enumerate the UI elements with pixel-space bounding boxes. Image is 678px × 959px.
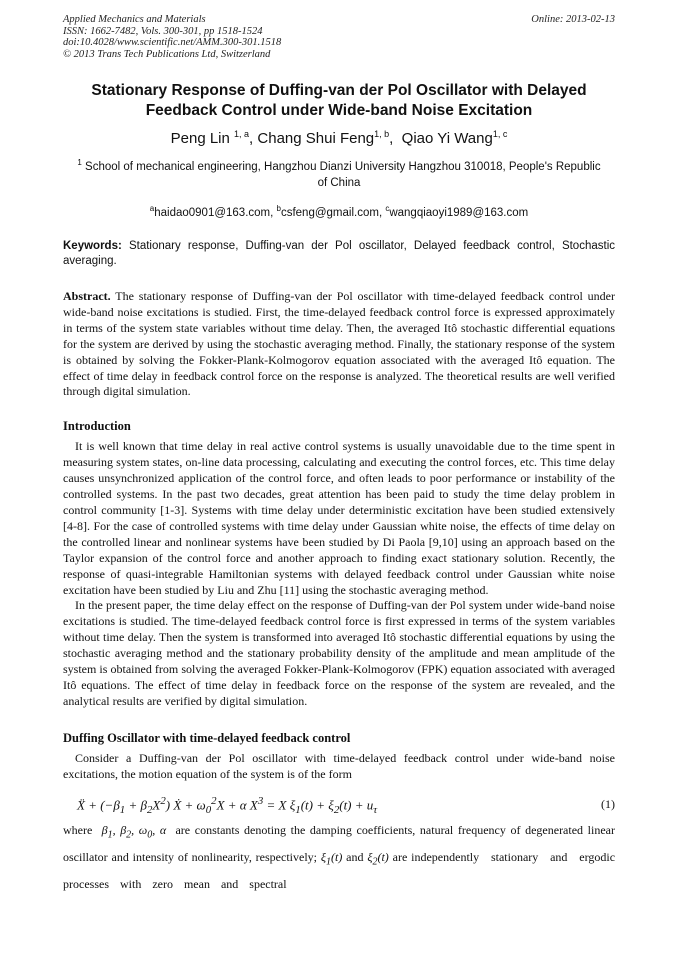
author-name: Qiao Yi Wang — [401, 130, 493, 147]
equation-number: (1) — [601, 796, 615, 811]
email-sup: c — [385, 204, 390, 213]
section-heading-duffing: Duffing Oscillator with time-delayed feedback control — [63, 730, 351, 745]
journal-name: Applied Mechanics and Materials — [63, 14, 206, 25]
intro-paragraph-1: It is well known that time delay in real active control systems is usually unavoidable due to the time spent in measuring system states, on-line data processing, calculating and executing the control forces, etc. This time delay causes unsynchronized application of the control force, and often leads to poor performance or instability of the controlled systems. In the past two decades, great attention has been paid to study the time delay problem in control community [1-3]. Systems with time delay under deterministic excitation have been studied extensively [4-8]. For the case of controlled systems with time delay under Gaussian white noise, the effects of time delay on the controlled linear and nonlinear systems have been studied by Di Paola [9,10] using an approach based on the Taylor expansion of the control force and another approach to finding exact stationary solution. Recently, the response of quasi-integrable Hamiltonian systems with delayed feedback control under Gaussian white noise excitation have been studied by Liu and Zhu [11] using the stochastic averaging method. — [63, 439, 615, 597]
where-text-1: are constants denoting the damping coefficients, natural frequency of degenerated linear oscillator and intensity of nonlinearity, respectively; — [63, 822, 615, 864]
journal-header — [63, 14, 615, 60]
author-name: Peng Lin — [170, 130, 230, 147]
equation-1 — [63, 795, 615, 817]
affiliation-text: School of mechanical engineering, Hangzhou Dianzi University Hangzhou 310018, People's Republic of China — [85, 161, 601, 189]
keywords-text: Stationary response, Duffing-van der Pol oscillator, Delayed feedback control, Stochastic averaging. — [63, 240, 615, 267]
email-sup: a — [149, 204, 155, 213]
title-line-2: Feedback Control under Wide-band Noise Excitation — [145, 102, 533, 119]
author-sup: 1, a — [234, 129, 250, 139]
email-sup: b — [276, 204, 281, 213]
issn-line: ISSN: 1662-7482, Vols. 300-301, pp 1518-1524 — [63, 25, 263, 37]
affiliation-sup: 1 — [77, 158, 82, 167]
keywords-label: Keywords: — [63, 240, 122, 252]
paper-title — [63, 81, 615, 121]
online-date: Online: 2013-02-13 — [531, 14, 615, 25]
intro-paragraph-2: In the present paper, the time delay effect on the response of Duffing-van der Pol system under wide-band noise excitations is studied. The time-delayed feedback control force is first expressed in terms of the system variables without time delay. Then the system is transformed into averaged Itô stochastic differential equations by using the stochastic averaging method and the stationary probability density of the amplitude and mean amplitude of the system is obtained from solving the averaged Fokker-Plank-Kolmogorov (FPK) equation associated with averaged Itô equations. The effect of time delay in feedback force on the response of the system are revealed, and the analytical results are verified by digital simulation. — [63, 598, 615, 708]
are-word: are — [392, 849, 408, 864]
email-address[interactable]: haidao0901@163.com — [154, 207, 271, 219]
where-word: where — [63, 822, 93, 837]
email-list: $^a$haidao0901@163.com, $^b$csfeng@gmail.com, $^c$wangqiaoyi1989@163.com — [149, 204, 529, 219]
author-list: Peng Lin $^{1, a}$, Chang Shui Feng$^{1, b}$, Qiao Yi Wang$^{1, c}$ — [170, 129, 508, 147]
abstract-label: Abstract. — [63, 289, 111, 303]
inline-math-xi1: $\xi_1(t)$ — [320, 849, 343, 868]
abstract — [63, 289, 615, 400]
abstract-text: The stationary response of Duffing-van der Pol oscillator with time-delayed feedback control under wide-band noise excitations is studied. First, the time-delayed feedback control force is expressed approximately in terms of the system state variables without time delay. Then, the averaged Itô stochastic differential equations for the system are derived by using the stochastic averaging method. Finally, the stationary response of the system is obtained by solving the Fokker-Plank-Kolmogorov equation associated with the averaged Itô equation. The effect of time delay in feedback control force on the response is analyzed. The theoretical results are well verified through digital simulation. — [63, 289, 615, 399]
doi-line: doi:10.4028/www.scientific.net/AMM.300-301.1518 — [63, 37, 282, 48]
author-name: Chang Shui Feng — [257, 130, 375, 147]
author-sup: 1, c — [492, 129, 508, 139]
author-sup: 1, b — [374, 129, 390, 139]
email-address[interactable]: wangqiaoyi1989@163.com — [389, 207, 529, 219]
email-address[interactable]: csfeng@gmail.com — [280, 207, 379, 219]
where-text-2: independently stationary and ergodic processes with zero mean and spectral — [63, 849, 616, 892]
inline-math-xi2: $\xi_2(t)$ — [367, 849, 389, 868]
section2-paragraph-1: Consider a Duffing-van der Pol oscillator with time-delayed feedback control under wide-band noise excitations, the motion equation of the system is of the form — [63, 750, 615, 781]
paper-page — [63, 14, 615, 895]
where-paragraph — [63, 819, 615, 896]
section-heading-introduction: Introduction — [63, 419, 131, 434]
equation-body: Ẍ + $(-\beta_1 + \beta_2X^2)$ Ẋ + $\omega_0^2X + \alpha$ $X^3 = X$ $\xi_1(t) + \xi_2(t) + u_\tau$ — [77, 794, 378, 816]
keywords — [63, 239, 615, 269]
title-line-1: Stationary Response of Duffing-van der Pol Oscillator with Delayed — [91, 82, 587, 99]
affiliation — [63, 155, 615, 191]
inline-math-params: $\beta_1$, $\beta_2$, $\omega_0$, α — [96, 822, 171, 840]
copyright-line: © 2013 Trans Tech Publications Ltd, Switzerland — [63, 48, 271, 60]
and-word: and — [346, 849, 364, 864]
